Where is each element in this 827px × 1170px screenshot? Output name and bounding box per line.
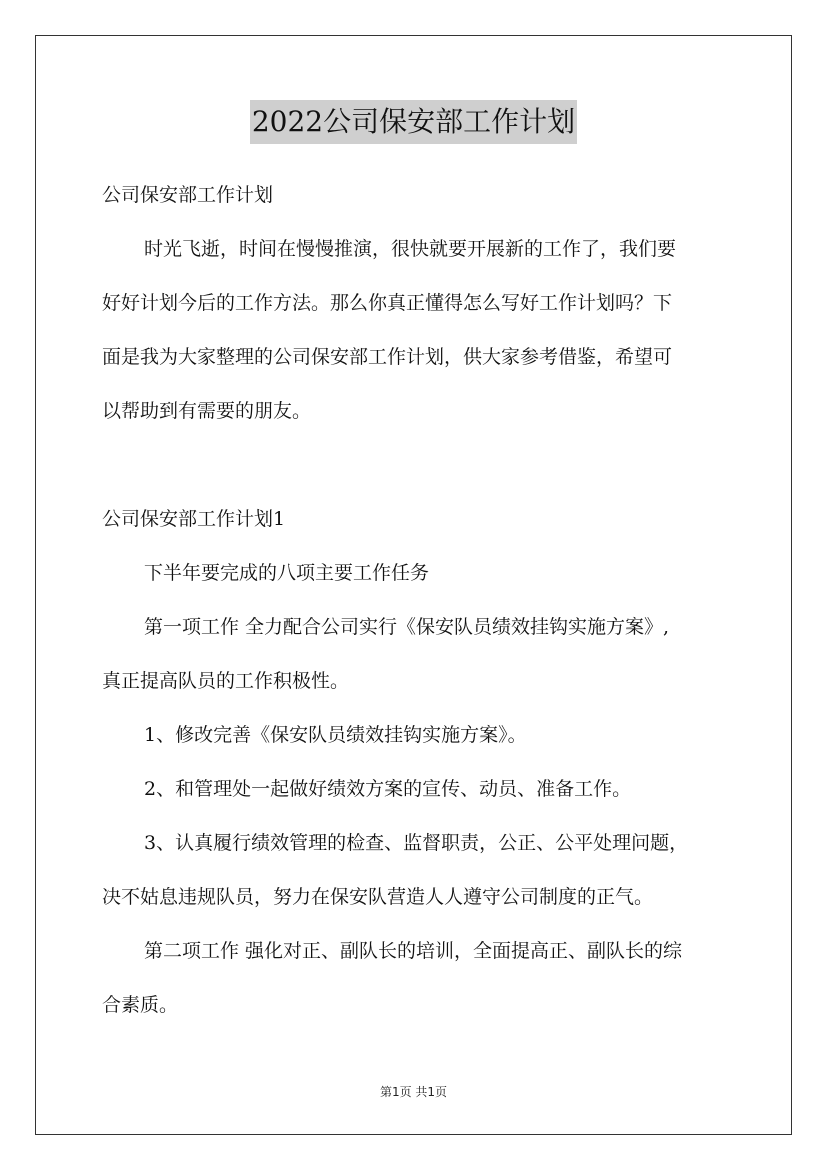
intro-line: 时光飞逝，时间在慢慢推演，很快就要开展新的工作了，我们要 — [144, 238, 677, 260]
page-number: 第1页 共1页 — [379, 1085, 448, 1099]
subtitle: 公司保安部工作计划 — [102, 184, 274, 206]
work-item-line: 真正提高队员的工作积极性。 — [102, 670, 350, 692]
page-footer — [0, 1083, 827, 1100]
list-item-line: 决不姑息违规队员，努力在保安队营造人人遵守公司制度的正气。 — [102, 886, 654, 908]
work-item-line: 合素质。 — [102, 994, 179, 1016]
title-container — [0, 100, 827, 144]
work-item-line: 第二项工作 强化对正、副队长的培训，全面提高正、副队长的综 — [144, 940, 683, 962]
list-item: 2、和管理处一起做好绩效方案的宣传、动员、准备工作。 — [144, 778, 632, 800]
intro-line: 好好计划今后的工作方法。那么你真正懂得怎么写好工作计划吗？下 — [102, 292, 673, 314]
paragraph-gap — [102, 438, 732, 492]
section-heading: 公司保安部工作计划1 — [102, 508, 286, 530]
document-body — [102, 168, 732, 1032]
tasks-heading: 下半年要完成的八项主要工作任务 — [144, 562, 430, 584]
intro-line: 以帮助到有需要的朋友。 — [102, 400, 312, 422]
document-title: 2022公司保安部工作计划 — [250, 100, 577, 144]
list-item: 1、修改完善《保安队员绩效挂钩实施方案》。 — [144, 724, 527, 746]
work-item-line: 第一项工作 全力配合公司实行《保安队员绩效挂钩实施方案》, — [144, 616, 670, 638]
list-item-line: 3、认真履行绩效管理的检查、监督职责，公正、公平处理问题， — [144, 832, 689, 854]
intro-line: 面是我为大家整理的公司保安部工作计划，供大家参考借鉴，希望可 — [102, 346, 673, 368]
